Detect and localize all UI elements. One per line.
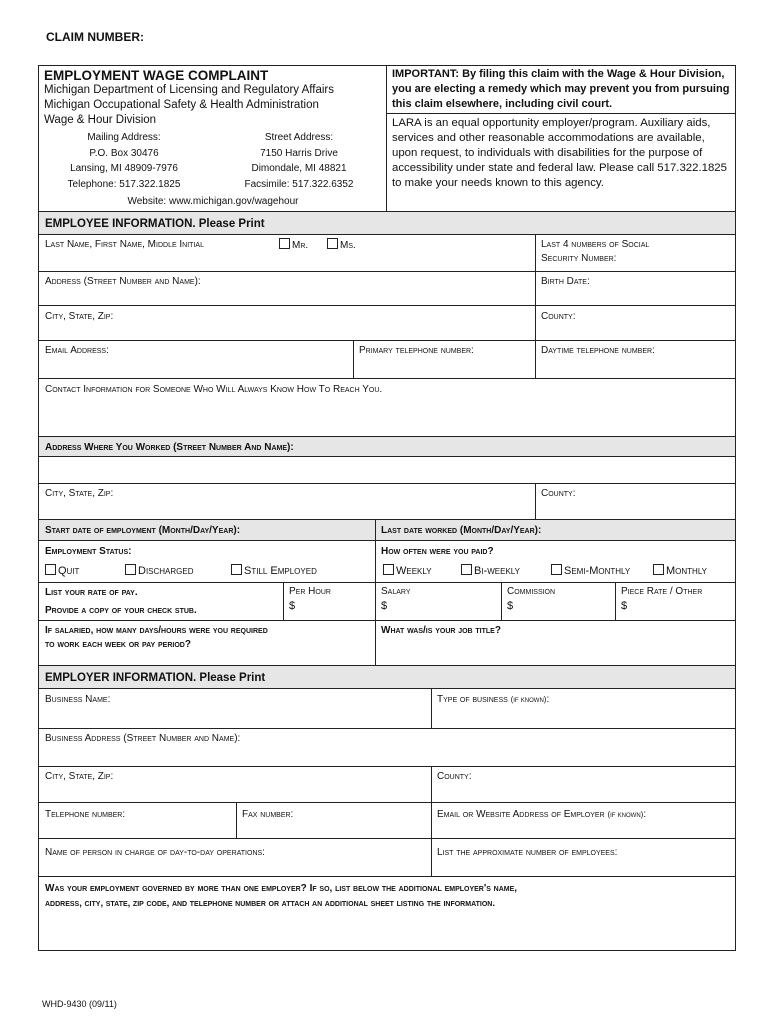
biweekly-label: Bi-weekly	[474, 565, 520, 577]
biweekly-checkbox[interactable]	[461, 564, 472, 575]
pay-frequency-label: How often were you paid?	[381, 546, 494, 557]
status-still-employed[interactable]	[231, 564, 317, 578]
mr-label: Mr.	[292, 240, 309, 251]
birth-date-label: Birth Date:	[541, 276, 590, 287]
salary-dollar: $	[381, 600, 388, 612]
weekly-checkbox[interactable]	[383, 564, 394, 575]
check-stub-label: Provide a copy of your check stub.	[45, 605, 197, 616]
daytime-phone-label: Daytime telephone number:	[541, 345, 655, 356]
form-title: EMPLOYMENT WAGE COMPLAINT	[44, 68, 269, 83]
employer-email-text: Email or Website Address of Employer	[437, 809, 605, 820]
salary-label: Salary	[381, 586, 411, 597]
business-type-note: (if known)	[510, 695, 547, 704]
claim-number-label: CLAIM NUMBER:	[46, 30, 144, 44]
mailing-address-phone: Telephone: 517.322.1825	[67, 178, 181, 190]
still-employed-checkbox[interactable]	[231, 564, 242, 575]
per-hour-label: Per Hour	[289, 586, 331, 597]
business-type-text: Type of business	[437, 694, 508, 705]
employer-county-label: County:	[437, 771, 472, 782]
multiple-employers-label-1: Was your employment governed by more than one employer? If so, list below the additional employer's name,	[45, 883, 518, 894]
county-label: County:	[541, 311, 576, 322]
multiple-employers-label-2: address, city, state, zip code, and telephone number or attach an additional sheet listing the information.	[45, 898, 495, 909]
mailing-address-city: Lansing, MI 48909-7976	[70, 163, 178, 174]
business-type-label: Type of business (if known):	[437, 694, 550, 705]
status-quit[interactable]	[45, 564, 79, 578]
ssn-label-1: Last 4 numbers of Social	[541, 239, 650, 250]
header-agency-block	[39, 66, 387, 211]
street-address-city: Dimondale, MI 48821	[251, 163, 347, 174]
mr-option[interactable]	[279, 238, 308, 253]
agency-line-3: Wage & Hour Division	[44, 114, 157, 126]
mailing-address-title: Mailing Address:	[87, 132, 161, 143]
form-number: WHD-9430 (09/11)	[42, 999, 117, 1009]
weekly-label: Weekly	[396, 565, 432, 577]
agency-line-1: Michigan Department of Licensing and Regulatory Affairs	[44, 84, 335, 96]
employee-section-title: EMPLOYEE INFORMATION. Please Print	[45, 218, 265, 230]
last-date-label: Last date worked (Month/Day/Year):	[381, 525, 542, 536]
business-name-label: Business Name:	[45, 694, 111, 705]
job-title-label: What was/is your job title?	[381, 625, 501, 636]
semimonthly-label: Semi-Monthly	[564, 565, 631, 577]
monthly-checkbox[interactable]	[653, 564, 664, 575]
start-date-label: Start date of employment (Month/Day/Year):	[45, 525, 241, 536]
ssn-label-2: Security Number:	[541, 253, 617, 264]
email-label: Email Address:	[45, 345, 109, 356]
still-employed-label: Still Employed	[244, 565, 317, 577]
business-address-label: Business Address (Street Number and Name):	[45, 733, 241, 744]
paid-monthly[interactable]	[653, 564, 707, 578]
primary-phone-label: Primary telephone number:	[359, 345, 474, 356]
semimonthly-checkbox[interactable]	[551, 564, 562, 575]
city-state-zip-label: City, State, Zip:	[45, 311, 114, 322]
discharged-checkbox[interactable]	[125, 564, 136, 575]
piece-rate-dollar: $	[621, 600, 628, 612]
per-hour-dollar: $	[289, 600, 296, 612]
header-notice-block	[387, 66, 735, 211]
street-address-fax: Facsimile: 517.322.6352	[244, 178, 354, 190]
mr-checkbox[interactable]	[279, 238, 290, 249]
discharged-label: Discharged	[138, 565, 194, 577]
number-of-employees-label: List the approximate number of employees:	[437, 847, 618, 858]
address-label: Address (Street Number and Name):	[45, 276, 201, 287]
employer-email-note: (if known)	[607, 810, 644, 819]
website-text: Website: www.michigan.gov/wagehour	[127, 196, 299, 207]
name-label: Last Name, First Name, Middle Initial	[45, 239, 204, 250]
contact-info-label: Contact Information for Someone Who Will Always Know How To Reach You.	[45, 384, 383, 395]
employer-city-label: City, State, Zip:	[45, 771, 114, 782]
paid-weekly[interactable]	[383, 564, 432, 578]
monthly-label: Monthly	[666, 565, 708, 577]
street-address	[219, 130, 379, 192]
employment-status-label: Employment Status:	[45, 546, 132, 557]
work-address-label: Address Where You Worked (Street Number And Name):	[45, 442, 294, 453]
ms-label: Ms.	[340, 240, 356, 251]
commission-dollar: $	[507, 600, 514, 612]
person-in-charge-label: Name of person in charge of day-to-day operations:	[45, 847, 265, 858]
employer-telephone-label: Telephone number:	[45, 809, 126, 820]
important-notice: IMPORTANT: By filing this claim with the Wage & Hour Division, you are electing a remedy which may prevent you from pursuing this claim elsewhere, including civil court.	[392, 68, 730, 110]
salaried-hours-label-2: to work each week or pay period?	[45, 639, 191, 650]
lara-notice: LARA is an equal opportunity employer/program. Auxiliary aids, services and other reasonable accommodations are available, upon request, to individuals with disabilities for the purpose of accessibility under state and federal law. Please call 517.322.1825 to make your needs known to this agency.	[387, 113, 735, 191]
rate-of-pay-label: List your rate of pay.	[45, 587, 138, 598]
employer-section-title: EMPLOYER INFORMATION. Please Print	[45, 672, 266, 684]
agency-line-2: Michigan Occupational Safety & Health Administration	[44, 99, 319, 111]
ms-option[interactable]	[327, 238, 356, 253]
mailing-address	[39, 130, 209, 192]
quit-checkbox[interactable]	[45, 564, 56, 575]
street-address-street: 7150 Harris Drive	[260, 147, 338, 159]
paid-semimonthly[interactable]	[551, 564, 630, 578]
mailing-address-box: P.O. Box 30476	[89, 147, 159, 159]
piece-rate-label: Piece Rate / Other	[621, 586, 703, 597]
work-city-label: City, State, Zip:	[45, 488, 114, 499]
paid-biweekly[interactable]	[461, 564, 520, 578]
status-discharged[interactable]	[125, 564, 194, 578]
quit-label: Quit	[58, 565, 80, 577]
ms-checkbox[interactable]	[327, 238, 338, 249]
employer-email-label: Email or Website Address of Employer (if known):	[437, 809, 647, 820]
work-county-label: County:	[541, 488, 576, 499]
street-address-title: Street Address:	[264, 132, 334, 143]
employer-fax-label: Fax number:	[242, 809, 294, 820]
commission-label: Commission	[507, 586, 556, 597]
salaried-hours-label-1: If salaried, how many days/hours were you required	[45, 625, 268, 636]
complaint-form	[38, 65, 736, 951]
